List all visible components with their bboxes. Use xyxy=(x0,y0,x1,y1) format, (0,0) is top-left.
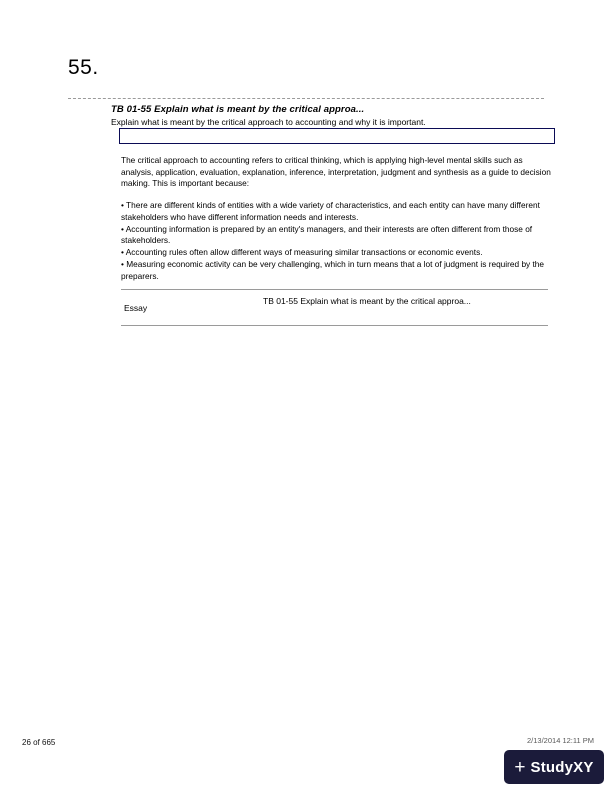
answer-paragraph: The critical approach to accounting refers to critical thinking, which is applying high-level mental skills such as analysis, application, evaluation, explanation, inference, interpretation, judgment and synthesis as a guide to decision making. This is important because: xyxy=(121,155,551,189)
answer-bullet-list xyxy=(121,200,555,283)
question-reference-label: TB 01-55 Explain what is meant by the critical approa... xyxy=(263,296,471,306)
list-item: • Accounting rules often allow different ways of measuring similar transactions or economic events. xyxy=(121,247,483,258)
watermark-brand-label: StudyXY xyxy=(530,758,594,776)
question-type-label: Essay xyxy=(124,303,148,313)
section-divider xyxy=(68,98,544,99)
answer-input-box[interactable] xyxy=(119,128,555,144)
watermark-badge xyxy=(504,750,604,784)
page-number-footer: 26 of 665 xyxy=(22,738,56,747)
question-prompt: Explain what is meant by the critical approach to accounting and why it is important. xyxy=(111,117,426,127)
meta-divider-top xyxy=(121,289,548,290)
list-item: • Accounting information is prepared by an entity's managers, and their interests are often different from those of stakeholders. xyxy=(121,223,533,246)
question-title: TB 01-55 Explain what is meant by the critical approa... xyxy=(111,104,365,115)
list-item: • Measuring economic activity can be very challenging, which in turn means that a lot of judgment is required by the preparers. xyxy=(121,259,545,282)
plus-icon: + xyxy=(514,756,526,778)
question-number: 55. xyxy=(68,56,99,79)
timestamp-footer: 2/13/2014 12:11 PM xyxy=(527,736,594,745)
meta-divider-bottom xyxy=(121,325,548,326)
list-item: • There are different kinds of entities with a wide variety of characteristics, and each entity can have many different stakeholders who have different information needs and interests. xyxy=(121,200,540,222)
